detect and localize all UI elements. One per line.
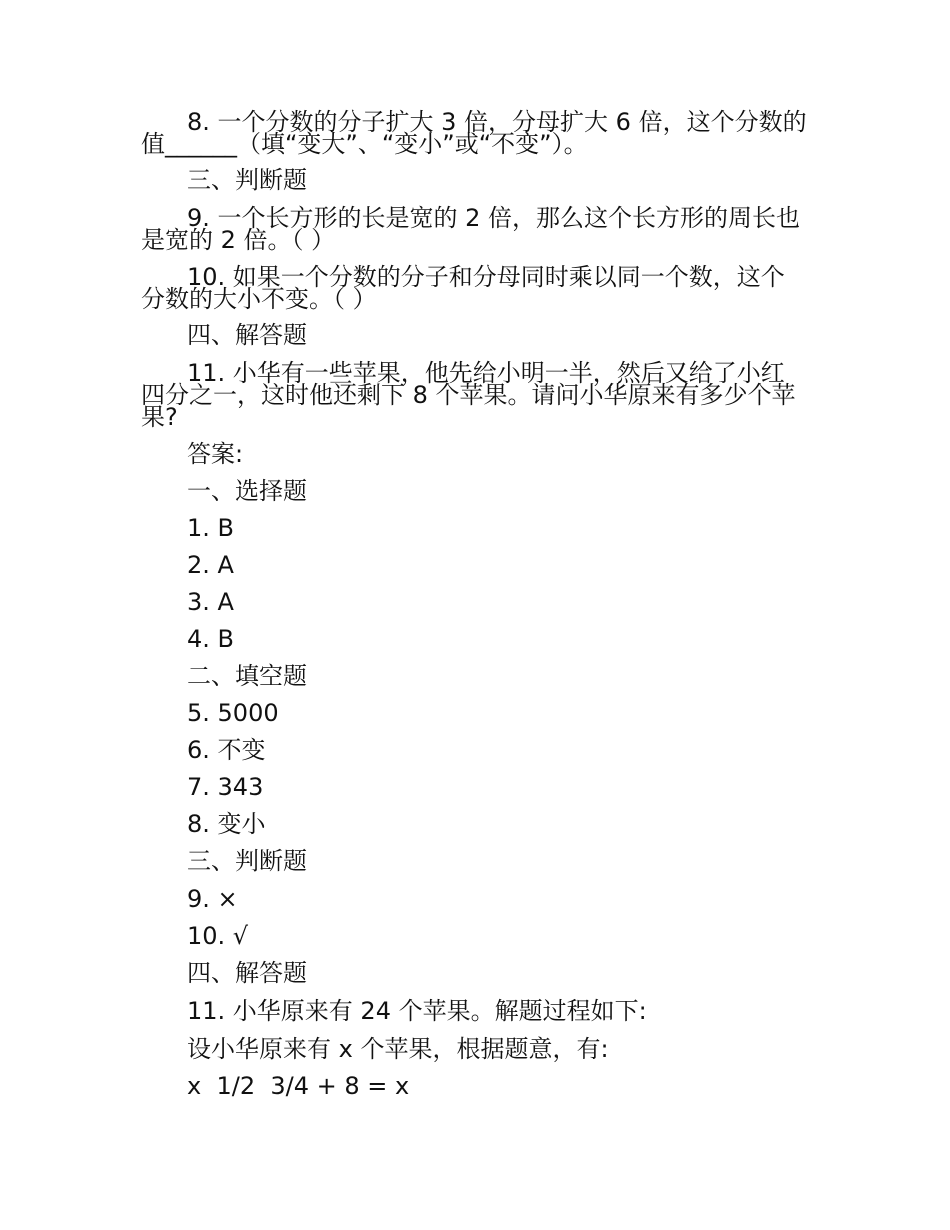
question-10-line-1: 10. 如果一个分数的分子和分母同时乘以同一个数，这个	[187, 263, 785, 291]
answers-section-3-title: 三、判断题	[187, 847, 307, 875]
answer-11-step-2: x 1/2 3/4 + 8 = x	[187, 1072, 410, 1100]
question-11-line-2: 四分之一，这时他还剩下 8 个苹果。请问小华原来有多少个苹	[141, 381, 796, 409]
answer-5: 5. 5000	[187, 699, 279, 727]
section-4-title: 四、解答题	[187, 321, 307, 349]
answer-7: 7. 343	[187, 773, 264, 801]
answer-9: 9. ×	[187, 885, 238, 913]
question-8-line-1: 8. 一个分数的分子扩大 3 倍，分母扩大 6 倍，这个分数的	[187, 108, 807, 136]
question-9-line-1: 9. 一个长方形的长是宽的 2 倍，那么这个长方形的周长也	[187, 204, 801, 232]
question-10-line-2: 分数的大小不变。（ ）	[141, 285, 377, 313]
answers-section-4-title: 四、解答题	[187, 959, 307, 987]
answer-11-step-1: 设小华原来有 x 个苹果，根据题意，有:	[187, 1035, 609, 1063]
answer-3: 3. A	[187, 588, 234, 616]
question-9-line-2: 是宽的 2 倍。（ ）	[141, 226, 336, 254]
answers-heading: 答案:	[187, 440, 244, 468]
question-8-line-2: 值______（填“变大”、“变小”或“不变”）。	[141, 130, 588, 158]
answers-section-2-title: 二、填空题	[187, 662, 307, 690]
answers-section-1-title: 一、选择题	[187, 477, 307, 505]
answer-11: 11. 小华原来有 24 个苹果。解题过程如下:	[187, 997, 647, 1025]
answer-2: 2. A	[187, 551, 234, 579]
answer-4: 4. B	[187, 625, 234, 653]
answer-8: 8. 变小	[187, 810, 266, 838]
question-11-line-3: 果?	[141, 403, 178, 431]
question-11-line-1: 11. 小华有一些苹果，他先给小明一半，然后又给了小红	[187, 359, 785, 387]
answer-6: 6. 不变	[187, 736, 266, 764]
answer-1: 1. B	[187, 514, 234, 542]
answer-10: 10. √	[187, 922, 249, 950]
section-3-title: 三、判断题	[187, 166, 307, 194]
